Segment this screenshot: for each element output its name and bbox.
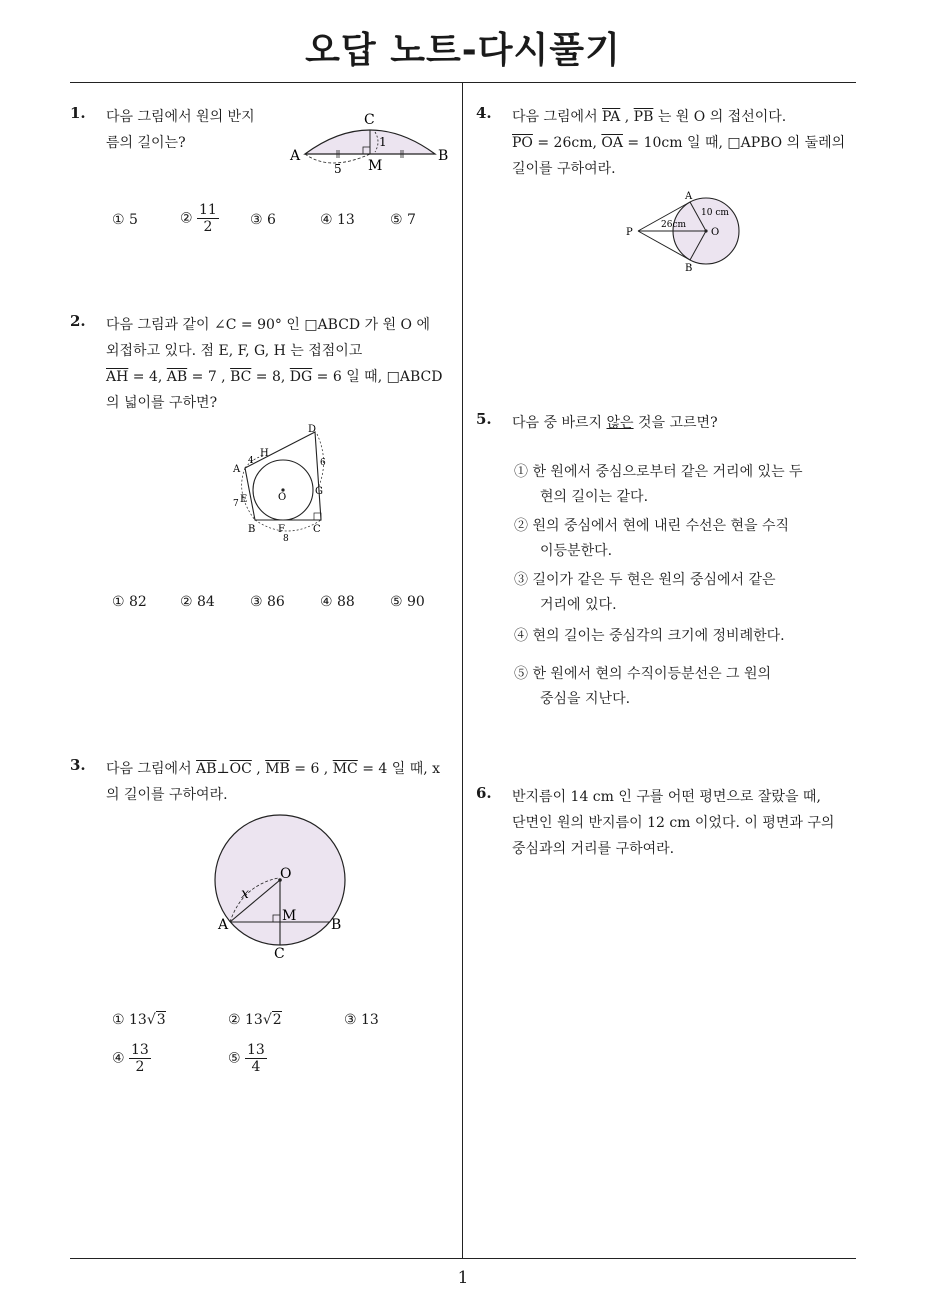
label-e: E — [240, 494, 248, 505]
numerator: 13 — [247, 1042, 265, 1058]
problem-text — [106, 104, 255, 156]
problem-line: 길이를 구하여라. — [512, 161, 616, 177]
choice-2: ② 84 — [180, 594, 215, 610]
segment-dg: $\overline{DG}$ — [289, 369, 313, 385]
text-run: 다음 그림에서 — [106, 761, 197, 777]
choice-3: ③ 13 — [344, 1012, 379, 1028]
choice-5: ⑤ 90 — [390, 594, 425, 610]
page-number: 1 — [457, 1268, 469, 1288]
label-d: D — [308, 424, 317, 435]
value-text: = 7 , — [187, 369, 231, 385]
choice-5: ⑤ 7 — [390, 212, 416, 228]
column-divider — [462, 82, 463, 1258]
label-b: B — [248, 524, 256, 535]
label-o: O — [711, 227, 720, 238]
label-b: B — [331, 917, 342, 933]
segment-ab: $\overline{AB}$ — [166, 369, 188, 385]
problem-line: 단면인 원의 반지름이 12 cm 이었다. 이 평면과 구의 — [512, 815, 835, 831]
problem-2-figure — [225, 420, 345, 546]
label-a: A — [290, 148, 301, 164]
label-m: M — [282, 908, 297, 924]
numerator: 13 — [131, 1042, 149, 1058]
label-1: 1 — [379, 135, 387, 149]
text-run: = 10cm 일 때, □APBO 의 둘레의 — [622, 135, 846, 151]
label-o: O — [278, 492, 287, 503]
text-run: = 6 , — [289, 761, 333, 777]
option-line: 이등분한다. — [540, 543, 613, 559]
choice-mark: ① — [112, 1012, 125, 1028]
segment-oc: $\overline{OC}$ — [229, 761, 252, 777]
text-run: , — [251, 761, 266, 777]
option-line: ① 한 원에서 중심으로부터 같은 거리에 있는 두 — [514, 464, 803, 480]
label-radius: 10 cm — [701, 208, 729, 218]
denominator: 2 — [203, 219, 213, 235]
label-x: x — [241, 886, 249, 902]
option-4 — [514, 624, 785, 649]
label-distance: 26cm — [661, 220, 687, 230]
numerator: 11 — [199, 202, 217, 218]
problem-line: 중심과의 거리를 구하여라. — [512, 841, 675, 857]
problem-text — [512, 784, 834, 862]
value-text: = 6 일 때, □ABCD — [312, 369, 443, 385]
radicand: 3 — [156, 1012, 166, 1028]
top-rule — [70, 82, 856, 83]
radicand: 2 — [272, 1012, 282, 1028]
problem-line — [512, 130, 845, 156]
choice-2 — [228, 1012, 282, 1028]
text-run: = 4 일 때, x — [357, 761, 441, 777]
choice-4 — [112, 1042, 151, 1075]
value-text: = 4, — [128, 369, 167, 385]
choice-2 — [180, 202, 219, 235]
problem-1-figure — [285, 106, 455, 178]
problem-line — [106, 756, 440, 782]
segment-oa: $\overline{OA}$ — [601, 135, 623, 151]
segment-pb: $\overline{PB}$ — [633, 109, 654, 125]
problem-line — [512, 104, 845, 130]
denominator: 2 — [135, 1059, 145, 1075]
text-run: 다음 그림에서 — [512, 109, 603, 125]
coefficient: 13 — [129, 1012, 147, 1028]
text-run: = 26cm, — [532, 135, 602, 151]
sqrt-sign: √ — [262, 1012, 272, 1028]
label-c: C — [274, 946, 285, 962]
problem-text — [512, 104, 845, 182]
choice-mark: ② — [180, 210, 193, 227]
choice-mark: ④ — [112, 1050, 125, 1067]
problem-line: 외접하고 있다. 점 E, F, G, H 는 접점이고 — [106, 343, 363, 359]
problem-number: 3. — [70, 756, 86, 774]
label-h: H — [260, 448, 269, 459]
choice-mark: ⑤ — [228, 1050, 241, 1067]
problem-number: 5. — [476, 410, 492, 428]
underlined-word: 않은 — [606, 415, 634, 431]
fraction — [245, 1042, 267, 1075]
problem-number: 6. — [476, 784, 492, 802]
option-line: ② 원의 중심에서 현에 내린 수선은 현을 수직 — [514, 518, 790, 534]
label-c: C — [313, 524, 321, 535]
choice-4: ④ 13 — [320, 212, 355, 228]
choice-1 — [112, 1012, 166, 1028]
label-p: P — [626, 227, 633, 238]
text-run: 것을 고르면? — [633, 415, 718, 431]
problem-number: 2. — [70, 312, 86, 330]
coefficient: 13 — [245, 1012, 263, 1028]
fraction — [197, 202, 219, 235]
problem-line: 의 길이를 구하여라. — [106, 787, 228, 803]
problem-line: 다음 그림에서 원의 반지 — [106, 109, 255, 125]
choice-1: ① 5 — [112, 212, 138, 228]
sqrt-sign: √ — [146, 1012, 156, 1028]
label-g: G — [315, 486, 323, 497]
perp-symbol: ⊥ — [216, 761, 230, 777]
label-b: B — [685, 263, 693, 274]
fraction — [129, 1042, 151, 1075]
problem-4-figure — [622, 190, 746, 276]
choice-1: ① 82 — [112, 594, 147, 610]
label-5: 5 — [334, 162, 342, 176]
segment-bc: $\overline{BC}$ — [230, 369, 252, 385]
label-c: C — [364, 112, 375, 128]
label-a: A — [218, 917, 229, 933]
option-line: ⑤ 한 원에서 현의 수직이등분선은 그 원의 — [514, 666, 772, 682]
problem-3-figure — [208, 812, 358, 962]
label-4: 4 — [248, 456, 254, 466]
label-a: A — [685, 191, 693, 202]
choice-3: ③ 6 — [250, 212, 276, 228]
option-line: 거리에 있다. — [540, 597, 617, 613]
segment-ah: $\overline{AH}$ — [106, 369, 129, 385]
label-a: A — [233, 464, 241, 475]
option-3 — [514, 568, 776, 618]
bottom-rule — [70, 1258, 856, 1259]
option-line: ③ 길이가 같은 두 현은 원의 중심에서 같은 — [514, 572, 776, 588]
option-line: 중심을 지난다. — [540, 691, 631, 707]
problem-text — [106, 756, 440, 808]
option-line: 현의 길이는 같다. — [540, 489, 649, 505]
label-f: F — [278, 524, 285, 535]
choice-4: ④ 88 — [320, 594, 355, 610]
label-6: 6 — [320, 458, 326, 468]
choice-5 — [228, 1042, 267, 1075]
problem-number: 4. — [476, 104, 492, 122]
denominator: 4 — [251, 1059, 261, 1075]
segment-ab: $\overline{AB}$ — [196, 761, 217, 777]
problem-line: 반지름이 14 cm 인 구를 어떤 평면으로 잘랐을 때, — [512, 789, 821, 805]
label-7: 7 — [233, 499, 239, 509]
text-run: , — [620, 109, 634, 125]
problem-number: 1. — [70, 104, 86, 122]
segment-pa: $\overline{PA}$ — [602, 109, 621, 125]
problem-line: 다음 그림과 같이 ∠C = 90° 인 □ABCD 가 원 O 에 — [106, 317, 431, 333]
label-b: B — [438, 148, 449, 164]
value-text: = 8, — [251, 369, 290, 385]
option-1 — [514, 460, 803, 510]
segment-mb: $\overline{MB}$ — [265, 761, 290, 777]
segment-mc: $\overline{MC}$ — [332, 761, 358, 777]
label-m: M — [368, 158, 383, 174]
segment-po: $\overline{PO}$ — [512, 135, 533, 151]
option-2 — [514, 514, 789, 564]
problem-line: 름의 길이는? — [106, 135, 186, 151]
label-8: 8 — [283, 534, 289, 544]
text-run: 는 원 O 의 접선이다. — [653, 109, 787, 125]
problem-line — [106, 364, 442, 390]
label-o: O — [280, 866, 292, 882]
problem-text — [106, 312, 442, 416]
choice-3: ③ 86 — [250, 594, 285, 610]
problem-line: 의 넓이를 구하면? — [106, 395, 218, 411]
option-5 — [514, 662, 771, 712]
page-title: 오답 노트-다시풀기 — [305, 30, 621, 71]
problem-text — [512, 410, 718, 436]
option-line: ④ 현의 길이는 중심각의 크기에 정비례한다. — [514, 628, 785, 644]
text-run: 다음 중 바르지 — [512, 415, 607, 431]
choice-mark: ② — [228, 1012, 241, 1028]
